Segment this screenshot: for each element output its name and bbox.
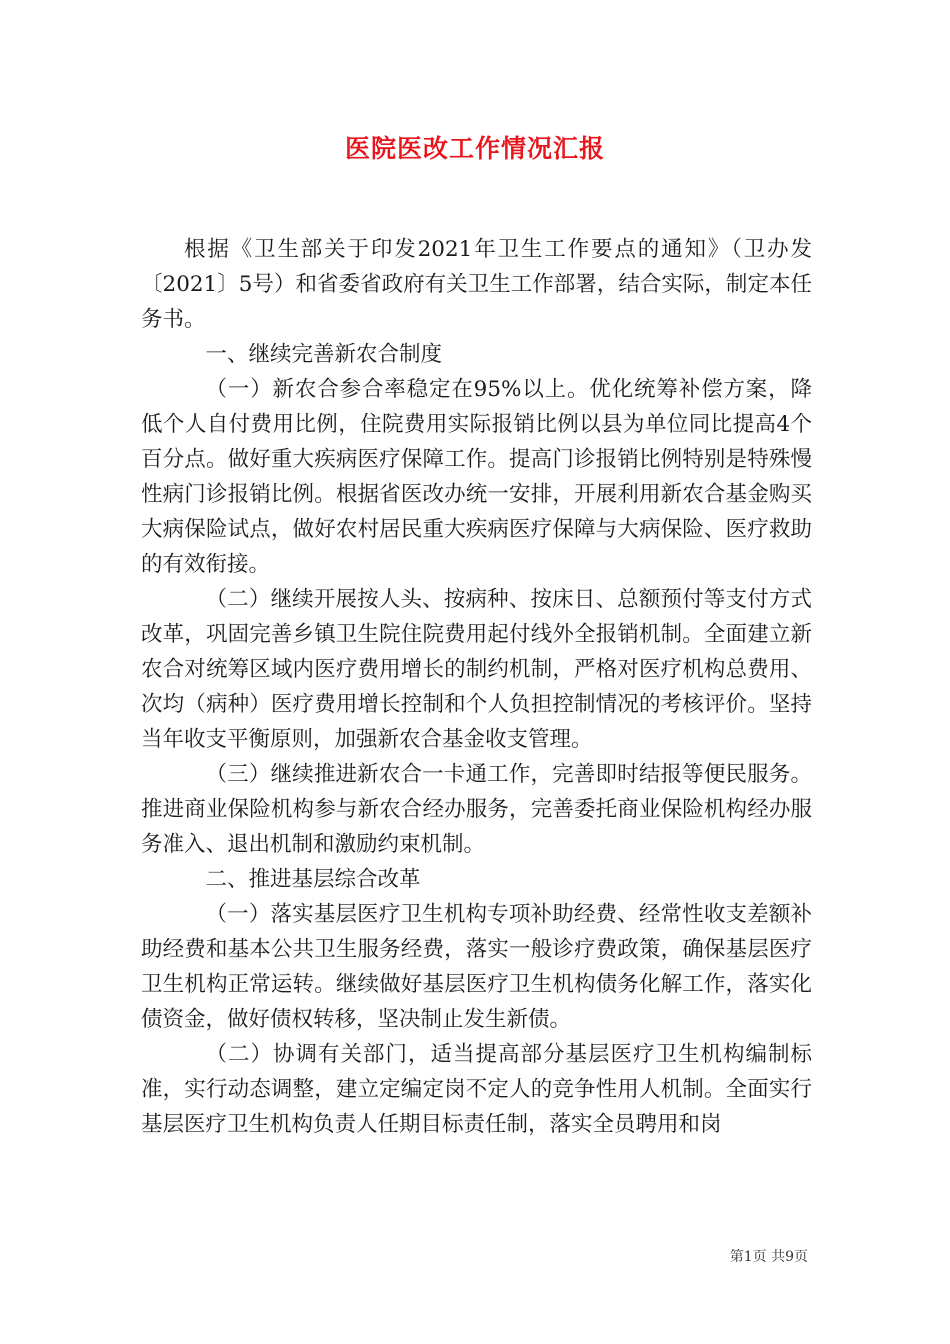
page-number-prefix: 第 <box>729 1249 744 1265</box>
paragraph: （二）协调有关部门，适当提高部分基层医疗卫生机构编制标准，实行动态调整，建立定编定岗不定人的竞争性用人机制。全面实行基层医疗卫生机构负责人任期目标责任制，落实全员聘用和岗 <box>141 1042 812 1137</box>
document-body <box>141 232 812 1142</box>
section-heading: 一、继续完善新农合制度 <box>205 342 443 367</box>
page-number-middle: 页 共 <box>752 1249 786 1265</box>
current-page: 1 <box>743 1249 753 1265</box>
total-pages: 9 <box>785 1249 794 1265</box>
paragraph: （二）继续开展按人头、按病种、按床日、总额预付等支付方式改革，巩固完善乡镇卫生院住院费用起付线外全报销机制。全面建立新农合对统筹区域内医疗费用增长的制约机制，严格对医疗机构总费用、次均（病种）医疗费用增长控制和个人负担控制情况的考核评价。坚持当年收支平衡原则，加强新农合基金收支管理。 <box>141 587 812 752</box>
page-number-suffix: 页 <box>794 1249 808 1265</box>
paragraph: 根据《卫生部关于印发2021年卫生工作要点的通知》（卫办发〔2021〕5号）和省委省政府有关卫生工作部署，结合实际，制定本任务书。 <box>141 237 812 332</box>
paragraph: （三）继续推进新农合一卡通工作，完善即时结报等便民服务。推进商业保险机构参与新农合经办服务，完善委托商业保险机构经办服务准入、退出机制和激励约束机制。 <box>141 762 812 857</box>
document-title: 医院医改工作情况汇报 <box>344 134 605 163</box>
section-heading: 二、推进基层综合改革 <box>205 867 421 892</box>
paragraph: （一）落实基层医疗卫生机构专项补助经费、经常性收支差额补助经费和基本公共卫生服务经费，落实一般诊疗费政策，确保基层医疗卫生机构正常运转。继续做好基层医疗卫生机构债务化解工作，落实化债资金，做好债权转移，坚决制止发生新债。 <box>141 902 812 1032</box>
paragraph: （一）新农合参合率稳定在95%以上。优化统筹补偿方案，降低个人自付费用比例，住院费用实际报销比例以县为单位同比提高4个百分点。做好重大疾病医疗保障工作。提高门诊报销比例特别是特殊慢性病门诊报销比例。根据省医改办统一安排，开展利用新农合基金购买大病保险试点，做好农村居民重大疾病医疗保障与大病保险、医疗救助的有效衔接。 <box>141 377 812 577</box>
page-number <box>730 1247 808 1267</box>
